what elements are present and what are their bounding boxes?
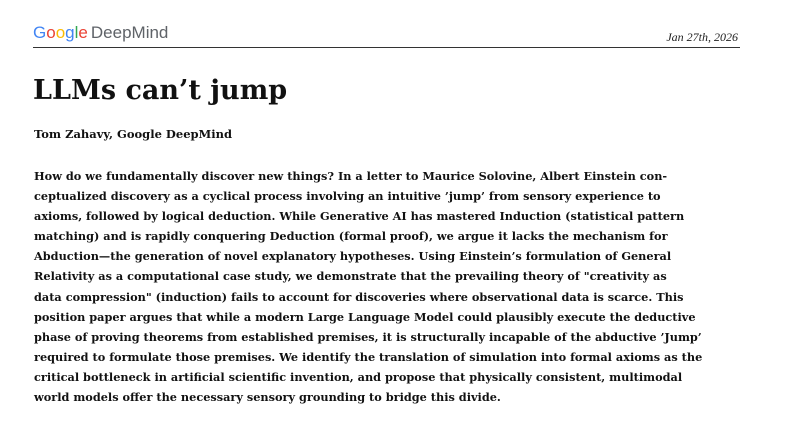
abstract-line: required to formulate those premises. We identify the translation of simulation into formal axioms as the: [34, 349, 703, 364]
paper-title: LLMs can’t jump: [33, 75, 288, 106]
header-divider: [33, 47, 740, 48]
abstract-line: critical bottleneck in artificial scientific invention, and propose that physically consistent, multimodal: [34, 369, 683, 384]
logo-letter: g: [65, 23, 75, 42]
publication-date: Jan 27th, 2026: [666, 30, 738, 44]
page-header: [33, 20, 740, 48]
logo-letter: o: [55, 23, 66, 42]
google-deepmind-logo: [33, 22, 168, 44]
abstract-line: axioms, followed by logical deduction. While Generative AI has mastered Induction (statistical pattern: [34, 209, 685, 224]
abstract-line: ceptualized discovery as a cyclical process involving an intuitive ’jump’ from sensory experience to: [34, 189, 661, 204]
abstract-line: world models offer the necessary sensory grounding to bridge this divide.: [34, 390, 501, 405]
abstract-line: Abduction—the generation of novel explanatory hypotheses. Using Einstein’s formulation of General: [34, 249, 672, 264]
logo-brand-text: DeepMind: [90, 23, 169, 42]
author-line: Tom Zahavy, Google DeepMind: [34, 127, 233, 141]
logo-letter: G: [33, 23, 47, 42]
logo-letter: e: [78, 23, 88, 42]
abstract-line: phase of proving theorems from established premises, it is structurally incapable of the abductive ’Jump’: [34, 329, 702, 344]
abstract-line: position paper argues that while a modern Large Language Model could plausibly execute the deductive: [34, 309, 696, 324]
logo-letter: l: [74, 23, 79, 42]
abstract: [34, 166, 740, 407]
abstract-line: matching) and is rapidly conquering Deduction (formal proof), we argue it lacks the mechanism for: [34, 229, 668, 244]
abstract-line: Relativity as a computational case study, we demonstrate that the prevailing theory of "creativity as: [34, 269, 667, 284]
logo-letter: o: [46, 23, 56, 42]
abstract-line: How do we fundamentally discover new things? In a letter to Maurice Solovine, Albert Einstein con-: [34, 169, 668, 183]
abstract-line: data compression" (induction) fails to account for discoveries where observational data is scarce. This: [34, 289, 684, 304]
